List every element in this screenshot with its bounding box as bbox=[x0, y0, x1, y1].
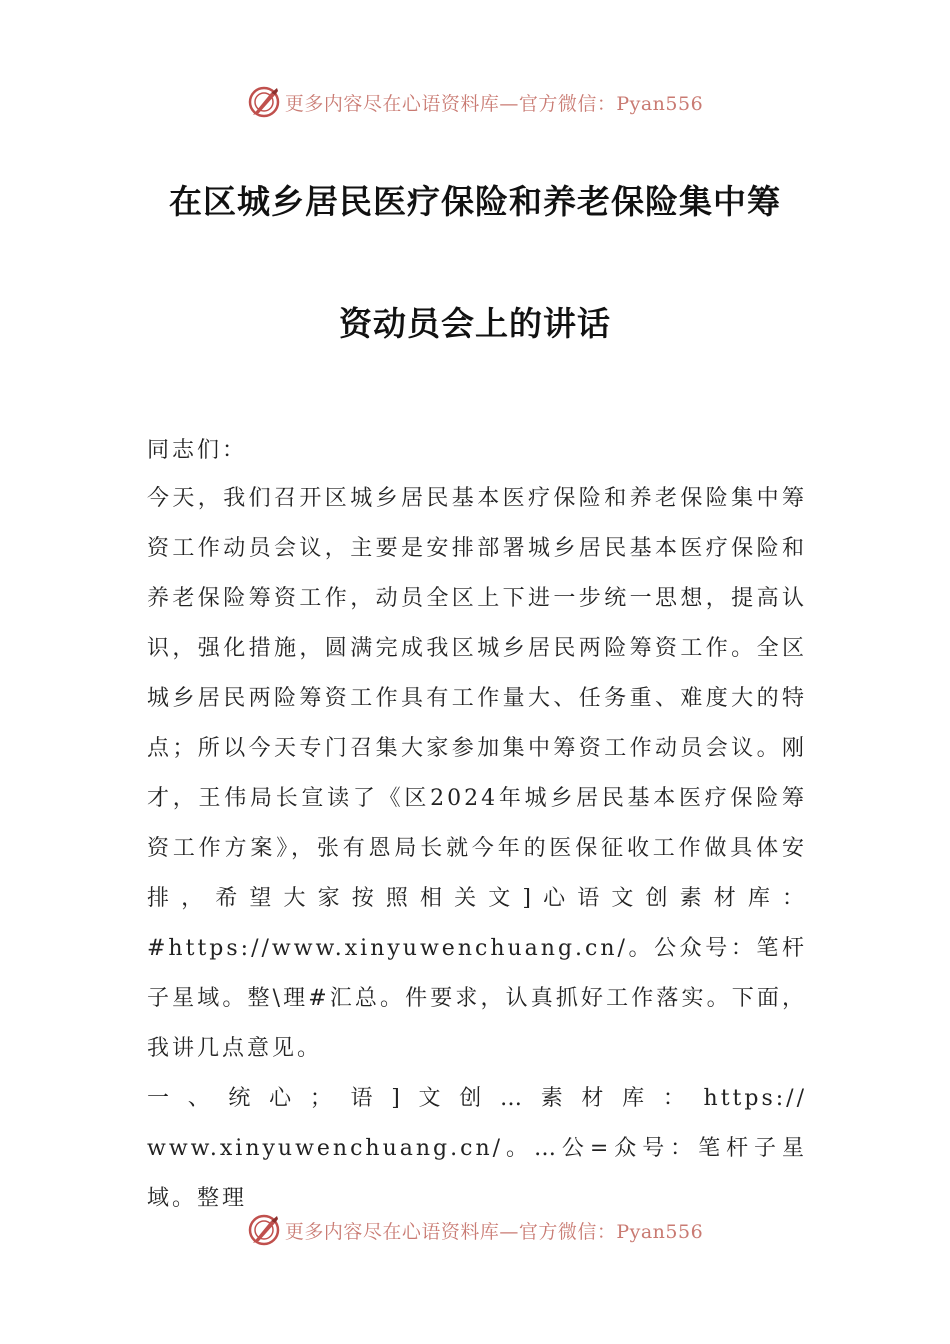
document-body bbox=[147, 474, 807, 1224]
quill-logo-icon bbox=[247, 1213, 281, 1247]
paragraph-2-line-2: www.xinyuwenchuang.cn/。…公=众号：笔杆子星域。整理 bbox=[147, 1136, 807, 1211]
watermark-text: 更多内容尽在心语资料库—官方微信：Pyan556 bbox=[284, 1220, 704, 1243]
top-watermark-banner bbox=[0, 82, 950, 122]
bottom-watermark-banner bbox=[0, 1210, 950, 1250]
salutation: 同志们： bbox=[147, 438, 248, 463]
document-title-line-1: 在区城乡居民医疗保险和养老保险集中筹 bbox=[169, 182, 781, 221]
watermark-text: 更多内容尽在心语资料库—官方微信：Pyan556 bbox=[284, 92, 704, 115]
paragraph-1: 今天，我们召开区城乡居民基本医疗保险和养老保险集中筹资工作动员会议，主要是安排部署城乡居民基本医疗保险和养老保险筹资工作，动员全区上下进一步统一思想，提高认识，强化措施，圆满完成我区城乡居民两险筹资工作。全区城乡居民两险筹资工作具有工作量大、任务重、难度大的特点；所以今天专门召集大家参加集中筹资工作动员会议。刚才，王伟局长宣读了《区2024年城乡居民基本医疗保险筹资工作方案》，张有恩局长就今年的医保征收工作做具体安排，希望大家按照相关文]心语文创素材库：#https://www.xinyuwenchuang.cn/。公众号：笔杆子星域。整\理#汇总。件要求，认真抓好工作落实。下面，我讲几点意见。 bbox=[147, 486, 807, 1061]
document-title-line-2: 资动员会上的讲话 bbox=[339, 304, 611, 343]
paragraph-2-line-1: 一、统心；语]文创…素材库：https:// bbox=[147, 1086, 807, 1111]
quill-logo-icon bbox=[247, 85, 281, 119]
